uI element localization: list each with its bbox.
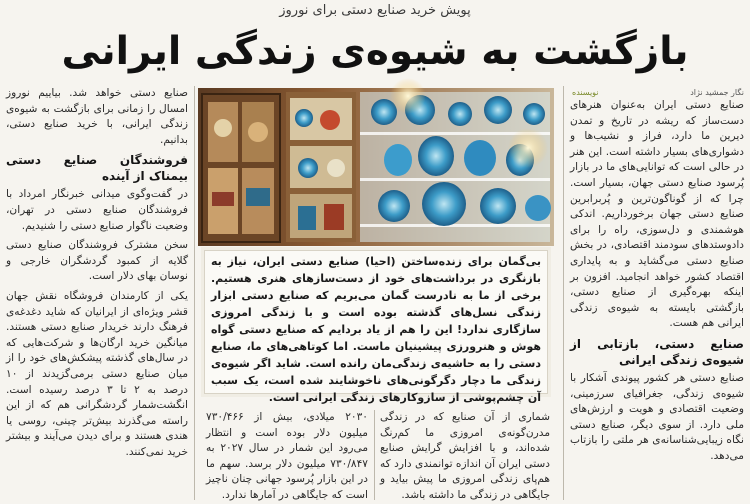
- right-paragraph: صنایع دستی ایران به‌عنوان هنرهای دست‌ساز که ریشه در تاریخ و تمدن دیرین ما دارد، فراز و نشیب‌ها و دشواری‌های بسیار داشته است. این هنر در حالی است که توانایی‌های ما در بازار پُرسود صنایع دستی جهان، بسیار است. چرا که از گوناگون‌ترین و پُربرابرین صنایع دستی جهان برخورداریم. اندکی هوشمندی و دل‌سوزی، راه را برای دادوستدهای سودمند اقتصادی، در بخش صنایع دستی می‌گشاید و به پایداری اقتصاد کشور خواهد انجامید. افزون بر اینکه بهره‌گیری از صنایع دستی، بازگشتی بایسته به شیوه‌ی زندگی ایرانی هم هست.: [570, 99, 744, 330]
- pull-quote: بی‌گمان برای زنده‌ساختن (احیا) صنایع دستی ایران، نیاز به بازنگری در برداشت‌های خود از دست‌سازهای هنری هستیم. برخی از ما به نادرست گمان می‌بریم که صنایع دستی ابزار زندگی نسل‌های گذشته بوده است و با زندگی امروزی سازگاری ندارد! این را هم از یاد بردایم که صنایع دستی گواه هوش و هنرورزی پیشینیان ماست. اما کوتاهی‌های ما، صنایع دستی را به حاشیه‌ی زندگی‌مان رانده است. شاید اگر شیوه‌ی زندگی ما دچار دگرگونی‌های ناخوشایند شده است، یک سبب آن چشم‌پوشی از سازوکارهای زندگی ایرانی است.: [204, 250, 548, 394]
- left-paragraph: یکی از کارمندان فروشگاه نقش جهان قشر ویژه‌ای از ایرانیان که شاید دغدغه‌ی فرهنگ دارند خریدار صنایع دستی هستند. میانگین خرید ارگان‌ها و شرکت‌هایی که در سال‌های گذشته پیشکش‌های خود را از میان صنایع دستی برمی‌گزیدند از ۱۰ درصد به ۲ تا ۳ درصد رسیده است. انگشت‌شمار گردشگرانی هم که از این راسته می‌گذرند بیش‌تر چینی، روسی یا هندی هستند و برای دیدن می‌آیند و بیشتر خرید نمی‌کنند.: [6, 289, 188, 458]
- column-rule: [563, 86, 564, 500]
- byline: [572, 88, 744, 98]
- handicraft-shop-photo: [198, 88, 554, 246]
- right-heading: صنایع دستی، بازتابی از شیوه‌ی زندگی ایرانی: [570, 336, 744, 367]
- left-intro: صنایع دستی خواهد شد. بیاییم نوروز امسال را زمانی برای بازگشت به شیوه‌ی زندگی ایرانی، با خرید صنایع دستی، بدانیم.: [6, 87, 188, 146]
- column-rule: [194, 86, 195, 500]
- left-heading: فروشندگان صنایع دستی بیمناک از آینده: [6, 153, 188, 184]
- headline: بازگشت به شیوه‌ی زندگی ایرانی: [61, 29, 689, 74]
- byline-name: نگار جمشید نژاد: [690, 88, 744, 97]
- left-paragraph: سخن مشترک فروشندگان صنایع دستی گلایه از کمبود گردشگران خارجی و نوسان بهای دلار است.: [6, 239, 188, 283]
- left-paragraph: در گفت‌وگوی میدانی خبرنگار امرداد با فروشندگان صنایع دستی در تهران، وضعیت ناگوار صنایع دستی را شنیدیم.: [6, 188, 188, 232]
- handicraft-shop-illustration: [198, 88, 554, 246]
- byline-role: نویسنده: [572, 88, 599, 97]
- right-paragraph: صنایع دستی هر کشور پیوندی آشکار با شیوه‌ی زندگی، جغرافیای سرزمینی، وضعیت اقتصادی و هویت و ارزش‌های ملی دارد. از سوی دیگر، صنایع دستی نگاه زیبایی‌شناسانه‌ی هر ملتی را بازتاب می‌دهد.: [570, 371, 744, 462]
- middle-left-column: ۲۰۳۰ میلادی، بیش از ۷۳۰/۴۶۶ میلیون دلار بوده است و انتظار می‌رود این شمار در سال ۲۰۲۷ به ۷۳۰/۸۴۷ میلیون دلار برسد. سهم ما در این بازار پُرسود جهانی چنان ناچیز است که جایگاهی در آمارها ندارد.: [206, 411, 369, 501]
- column-rule: [374, 410, 375, 500]
- kicker: پویش خرید صنایع دستی برای نوروز: [279, 3, 471, 18]
- left-column: [6, 86, 188, 500]
- right-column: [570, 98, 744, 500]
- middle-right-column: شماری از آن صنایع که در زندگی مدرن‌گونه‌ی امروزی ما کم‌رنگ شده‌اند، و با افزایش گرایش صنایع دستی ایران آن اندازه توانمندی دارد که هم‌پای زندگی امروزی ما پیش بیاید و جایگاهی در زندگی ما داشته باشد.: [380, 411, 550, 501]
